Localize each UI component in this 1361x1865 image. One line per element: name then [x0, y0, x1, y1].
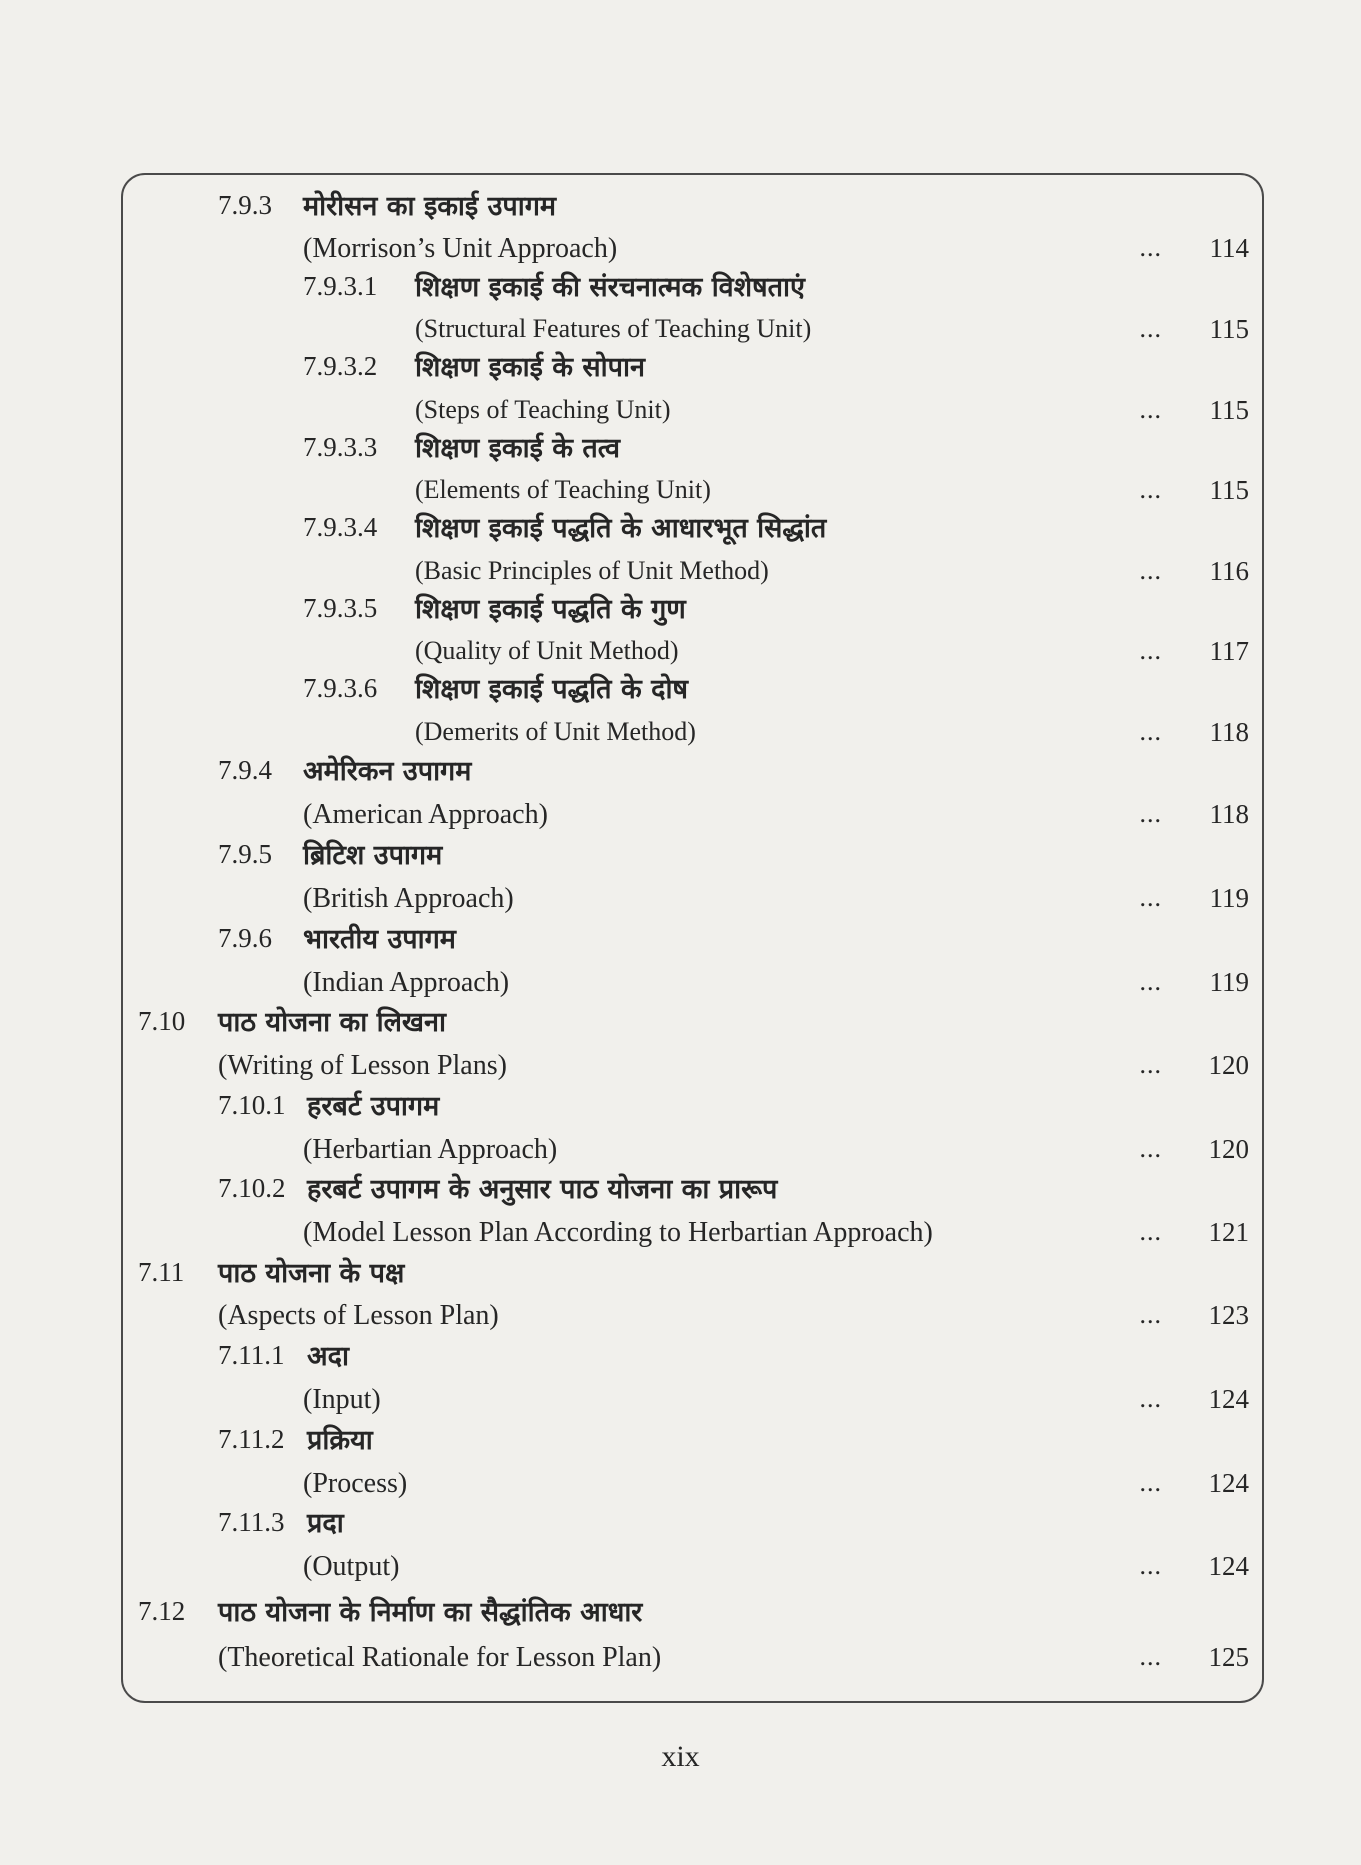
- leader-dots: ...: [1139, 475, 1162, 504]
- section-number: 7.9.3.1: [303, 271, 378, 301]
- section-number: 7.9.3.4: [303, 512, 378, 542]
- leader-dots: ...: [1139, 1050, 1162, 1079]
- toc-heading-row: [123, 1253, 1262, 1295]
- section-number: 7.9.6: [218, 923, 272, 953]
- toc-english-row: [123, 1046, 1262, 1088]
- toc-heading-row: [123, 1503, 1262, 1545]
- section-number: 7.9.4: [218, 755, 272, 785]
- page-number: 116: [1209, 556, 1249, 586]
- toc-english-row: [123, 963, 1262, 1005]
- section-title-hindi: पाठ योजना का लिखना: [218, 1007, 446, 1038]
- section-title-english: (Structural Features of Teaching Unit): [415, 314, 812, 343]
- toc-english-row: [123, 1464, 1262, 1506]
- toc-heading-row: [123, 919, 1262, 961]
- section-title-english: (Process): [303, 1468, 408, 1499]
- section-number: 7.11.3: [218, 1507, 285, 1537]
- leader-dots: ...: [1139, 1217, 1162, 1246]
- page-number: 121: [1208, 1217, 1249, 1247]
- toc-heading-row: [123, 751, 1262, 793]
- section-title-hindi: शिक्षण इकाई पद्धति के आधारभूत सिद्धांत: [415, 513, 827, 544]
- section-title-english: (Morrison’s Unit Approach): [303, 233, 618, 264]
- page-number: 114: [1209, 233, 1249, 263]
- section-title-english: (Output): [303, 1551, 400, 1582]
- section-number: 7.9.3.3: [303, 432, 378, 462]
- page-number: 124: [1208, 1384, 1249, 1414]
- toc-heading-row: [123, 428, 1262, 470]
- page-number: 125: [1208, 1642, 1249, 1672]
- section-title-hindi: प्रक्रिया: [307, 1425, 373, 1456]
- page-number: 119: [1209, 883, 1249, 913]
- section-number: 7.11.2: [218, 1424, 285, 1454]
- toc-heading-row: [123, 1169, 1262, 1211]
- section-title-hindi: मोरीसन का इकाई उपागम: [303, 191, 557, 222]
- section-title-english: (Indian Approach): [303, 967, 510, 998]
- section-title-hindi: शिक्षण इकाई पद्धति के गुण: [415, 594, 686, 625]
- leader-dots: ...: [1139, 233, 1162, 262]
- section-title-hindi: शिक्षण इकाई के सोपान: [415, 352, 645, 383]
- page-number: 117: [1209, 636, 1249, 666]
- toc-heading-row: [123, 835, 1262, 877]
- toc-heading-row: [123, 1420, 1262, 1462]
- section-title-english: (Input): [303, 1384, 381, 1415]
- section-title-english: (Writing of Lesson Plans): [218, 1050, 507, 1081]
- toc-english-row: [123, 1638, 1262, 1680]
- section-number: 7.9.3: [218, 190, 272, 220]
- toc-heading-row: [123, 508, 1262, 550]
- section-title-english: (Model Lesson Plan According to Herbartian Approach): [303, 1217, 933, 1248]
- toc-heading-row: [123, 589, 1262, 631]
- section-title-hindi: पाठ योजना के पक्ष: [218, 1258, 405, 1289]
- leader-dots: ...: [1139, 1642, 1162, 1671]
- section-title-hindi: शिक्षण इकाई के तत्व: [415, 433, 620, 464]
- section-title-english: (Herbartian Approach): [303, 1134, 558, 1165]
- leader-dots: ...: [1139, 1551, 1162, 1580]
- section-title-english: (Basic Principles of Unit Method): [415, 556, 769, 585]
- page-number: 119: [1209, 967, 1249, 997]
- toc-english-row: [123, 713, 1262, 755]
- leader-dots: ...: [1139, 636, 1162, 665]
- toc-english-row: [123, 310, 1262, 352]
- page-number: 120: [1208, 1050, 1249, 1080]
- leader-dots: ...: [1139, 1468, 1162, 1497]
- page-number: 115: [1209, 475, 1249, 505]
- section-number: 7.11: [138, 1257, 185, 1287]
- toc-english-row: [123, 1213, 1262, 1255]
- leader-dots: ...: [1139, 1384, 1162, 1413]
- toc-english-row: [123, 795, 1262, 837]
- leader-dots: ...: [1139, 556, 1162, 585]
- section-title-english: (Theoretical Rationale for Lesson Plan): [218, 1642, 662, 1673]
- page-number: 118: [1209, 799, 1249, 829]
- toc-english-row: [123, 1547, 1262, 1589]
- section-number: 7.9.3.2: [303, 351, 378, 381]
- section-number: 7.10.2: [218, 1173, 286, 1203]
- leader-dots: ...: [1139, 1300, 1162, 1329]
- page-number: 124: [1208, 1468, 1249, 1498]
- section-title-english: (Demerits of Unit Method): [415, 717, 696, 746]
- page-number: 115: [1209, 314, 1249, 344]
- section-title-hindi: हरबर्ट उपागम: [307, 1091, 440, 1122]
- page-number: 118: [1209, 717, 1249, 747]
- contents-box: [121, 173, 1264, 1703]
- leader-dots: ...: [1139, 395, 1162, 424]
- page-number: 124: [1208, 1551, 1249, 1581]
- section-title-hindi: भारतीय उपागम: [303, 924, 456, 955]
- leader-dots: ...: [1139, 717, 1162, 746]
- toc-english-row: [123, 391, 1262, 433]
- section-title-hindi: शिक्षण इकाई पद्धति के दोष: [415, 674, 689, 705]
- leader-dots: ...: [1139, 967, 1162, 996]
- section-number: 7.9.3.5: [303, 593, 378, 623]
- page-number: 120: [1208, 1134, 1249, 1164]
- section-title-english: (Steps of Teaching Unit): [415, 395, 671, 424]
- section-number: 7.11.1: [218, 1340, 285, 1370]
- toc-heading-row: [123, 669, 1262, 711]
- section-title-hindi: शिक्षण इकाई की संरचनात्मक विशेषताएं: [415, 272, 805, 303]
- toc-english-row: [123, 552, 1262, 594]
- page-number: 115: [1209, 395, 1249, 425]
- page-folio: xix: [661, 1740, 700, 1773]
- section-title-hindi: अदा: [307, 1341, 349, 1372]
- toc-heading-row: [123, 347, 1262, 389]
- leader-dots: ...: [1139, 883, 1162, 912]
- section-title-hindi: प्रदा: [307, 1508, 344, 1539]
- section-number: 7.12: [138, 1596, 186, 1626]
- toc-heading-row: [123, 267, 1262, 309]
- section-number: 7.10.1: [218, 1090, 286, 1120]
- toc-english-row: [123, 1130, 1262, 1172]
- toc-heading-row: [123, 1592, 1262, 1634]
- toc-heading-row: [123, 1086, 1262, 1128]
- leader-dots: ...: [1139, 1134, 1162, 1163]
- toc-english-row: [123, 229, 1262, 271]
- section-title-hindi: पाठ योजना के निर्माण का सैद्धांतिक आधार: [218, 1597, 643, 1628]
- section-title-english: (Quality of Unit Method): [415, 636, 679, 665]
- section-title-hindi: हरबर्ट उपागम के अनुसार पाठ योजना का प्रारूप: [307, 1174, 778, 1205]
- toc-heading-row: [123, 186, 1262, 228]
- section-title-hindi: ब्रिटिश उपागम: [303, 840, 443, 871]
- toc-english-row: [123, 632, 1262, 674]
- section-title-english: (Elements of Teaching Unit): [415, 475, 711, 504]
- toc-heading-row: [123, 1002, 1262, 1044]
- page-number: 123: [1208, 1300, 1249, 1330]
- leader-dots: ...: [1139, 314, 1162, 343]
- leader-dots: ...: [1139, 799, 1162, 828]
- section-number: 7.9.3.6: [303, 673, 378, 703]
- toc-english-row: [123, 1380, 1262, 1422]
- toc-english-row: [123, 879, 1262, 921]
- toc-english-row: [123, 1296, 1262, 1338]
- section-title-english: (British Approach): [303, 883, 514, 914]
- section-number: 7.10: [138, 1006, 186, 1036]
- section-number: 7.9.5: [218, 839, 272, 869]
- section-title-english: (Aspects of Lesson Plan): [218, 1300, 499, 1331]
- toc-heading-row: [123, 1336, 1262, 1378]
- section-title-hindi: अमेरिकन उपागम: [303, 756, 472, 787]
- toc-english-row: [123, 471, 1262, 513]
- section-title-english: (American Approach): [303, 799, 548, 830]
